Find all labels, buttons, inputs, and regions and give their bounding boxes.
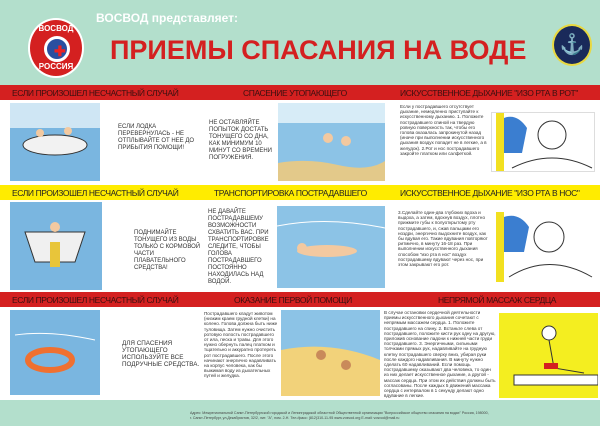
section-bar-2	[0, 185, 600, 200]
caption-search-bottom: НЕ ОСТАВЛЯЙТЕ ПОПЫТОК ДОСТАТЬ ТОНУЩЕГО СО ДНА, КАК МИНИМУМ 10 МИНУТ СО ВРЕМЕНИ ПОГРУЖЕНИЯ.	[209, 120, 272, 161]
caption-use-means: ДЛЯ СПАСЕНИЯ УТОПАЮЩЕГО ИСПОЛЬЗУЙТЕ ВСЕ ПОДРУЧНЫЕ СРЕДСТВА.	[122, 340, 200, 368]
bar-label: ОКАЗАНИЕ ПЕРВОЙ ПОМОЩИ	[234, 295, 352, 305]
heart-massage-illustration	[499, 313, 598, 398]
bar-label: НЕПРЯМОЙ МАССАЖ СЕРДЦА	[438, 295, 557, 305]
bar-label: ЕСЛИ ПРОИЗОШЕЛ НЕСЧАСТНЫЙ СЛУЧАЙ	[12, 295, 179, 305]
mouth-to-mouth-illustration	[491, 112, 595, 172]
presents-label: ВОСВОД представляет:	[96, 11, 238, 25]
text-mouth-to-nose: 3.Сделайте один-два глубоких вдоха и выдоха, а затем, вдохнув воздух, плотно прижмите губы к полуоткрытому рту пострадавшего, и, сжав пальцами его ноздри, энергично выдохните воздух, как бы вдувая его. Такие вдувания повторяют ритмично, в минуту 16-18 раз. При выполнении искусственного дыхания способом "изо рта в нос" воздух пострадавшему вдувают через нос, при этом закрывают его рот.	[398, 210, 488, 268]
beach-first-aid-illustration	[281, 310, 380, 396]
page-title: ПРИЕМЫ СПАСАНИЯ НА ВОДЕ	[110, 35, 527, 65]
bar-label: ИСКУССТВЕННОЕ ДЫХАНИЕ "ИЗО РТА В НОС"	[400, 188, 580, 198]
lifting-from-boat-illustration	[10, 202, 102, 290]
vosvod-logo	[28, 18, 84, 78]
bar-label: ЕСЛИ ПРОИЗОШЕЛ НЕСЧАСТНЫЙ СЛУЧАЙ	[12, 188, 179, 198]
logo-text-bottom: РОССИЯ	[38, 62, 74, 71]
caption-transport: НЕ ДАВАЙТЕ ПОСТРАДАВШЕМУ ВОЗМОЖНОСТИ СХВАТИТЬ ВАС. ПРИ ТРАНСПОРТИРОВКЕ СЛЕДИТЕ, ЧТОБЫ ГОЛОВА ПОСТРАДАВШЕГО ПОСТОЯННО НАХОДИЛАСЬ НАД ВОДОЙ.	[208, 209, 269, 285]
mouth-to-nose-illustration	[494, 212, 594, 282]
footer-address: Адрес: Межрегиональной Санкт-Петербургской городской и Ленинградской областной Общественной организации "Всероссийское общество спасания на водах" Россия, 198000, г. Санкт-Петербург, ул.Декабристов, 32/2, лит. "А", пом. 2-Н. Тел./факс: (812)310-11-95 www.vosvod.org E-mail: vosvod@mail.ru	[190, 411, 489, 420]
transport-victim-illustration	[277, 206, 385, 288]
anchor-emblem-icon: ⚓	[552, 24, 592, 66]
caption-capsized-boat: ЕСЛИ ЛОДКА ПЕРЕВЕРНУЛАСЬ - НЕ ОТПЛЫВАЙТЕ ОТ НЕЕ ДО ПРИБЫТИЯ ПОМОЩИ!	[118, 124, 195, 151]
text-first-aid: Пострадавшего кладут животом (низким краем грудной клетки) на колено. Голова должна быть ниже туловища. Затем нужно очистить ротовую полость пострадавшего от ила, песка и травы. Для этого нужно обернуть палец платком и тщательно и аккуратно протереть рот пострадавшего. После этого начинают энергично надавливать на корпус человека, как бы выжимая воду из дыхательных путей и желудка.	[204, 311, 278, 379]
bar-label: СПАСЕНИЕ УТОПАЮЩЕГО	[243, 88, 347, 98]
caption-lift-stern: ПОДНИМАЙТЕ ТОНУЩЕГО ИЗ ВОДЫ ТОЛЬКО С КОРМОВОЙ ЧАСТИ ПЛАВАТЕЛЬНОГО СРЕДСТВА!	[134, 230, 201, 271]
swimmer-rescue-illustration	[278, 103, 385, 181]
text-mouth-to-mouth: Если у пострадавшего отсутствует дыхание, немедленно приступайте к искусственному дыханию. 1. Положите пострадавшего спиной на твердую ровную поверхность так, чтобы его голова оказалась запрокинутой назад (иначе при выполнении искусственного дыхания воздух попадет не в легкие, а в желудок). 2.Рот и нос пострадавшего закройте платком или салфеткой.	[400, 104, 487, 156]
section-bar-3	[0, 292, 600, 307]
bar-label: ИСКУССТВЕННОЕ ДЫХАНИЕ "ИЗО РТА В РОТ"	[400, 88, 578, 98]
logo-text-top: ВОСВОД	[38, 24, 74, 33]
bar-label: ЕСЛИ ПРОИЗОШЕЛ НЕСЧАСТНЫЙ СЛУЧАЙ	[12, 88, 179, 98]
section-bar-1	[0, 85, 600, 100]
bar-label: ТРАНСПОРТИРОВКА ПОСТРАДАВШЕГО	[214, 188, 367, 198]
lifebuoy-illustration	[10, 310, 100, 395]
cross-icon: ✚	[54, 43, 66, 59]
capsized-boat-illustration	[10, 103, 100, 181]
text-heart-massage: В случае остановки сердечной деятельности приемы искусственного дыхания сочетают с непрямым массажем сердца. 1. Положите пострадавшего на спину. 2. Встаньте слева от пострадавшего, положите кисти рук одну на другую, приложив основание ладони к нижней части груди пострадавшего. 3. Энергичными, сильными толчками прямых рук, надавливайте на грудную клетку пострадавшего сверху вниз, убирая руки после каждого надавливания. В минуту нужно сделать 60 надавливаний. Если помощь пострадавшему оказывают два человека, то один из них делает искусственное дыхание, а другой - массаж сердца. При этом их действия должны быть согласованы. После каждых 5 движений массажа сердца с интервалом в 1 секунду делают одно вдувание в легкие.	[384, 310, 496, 399]
